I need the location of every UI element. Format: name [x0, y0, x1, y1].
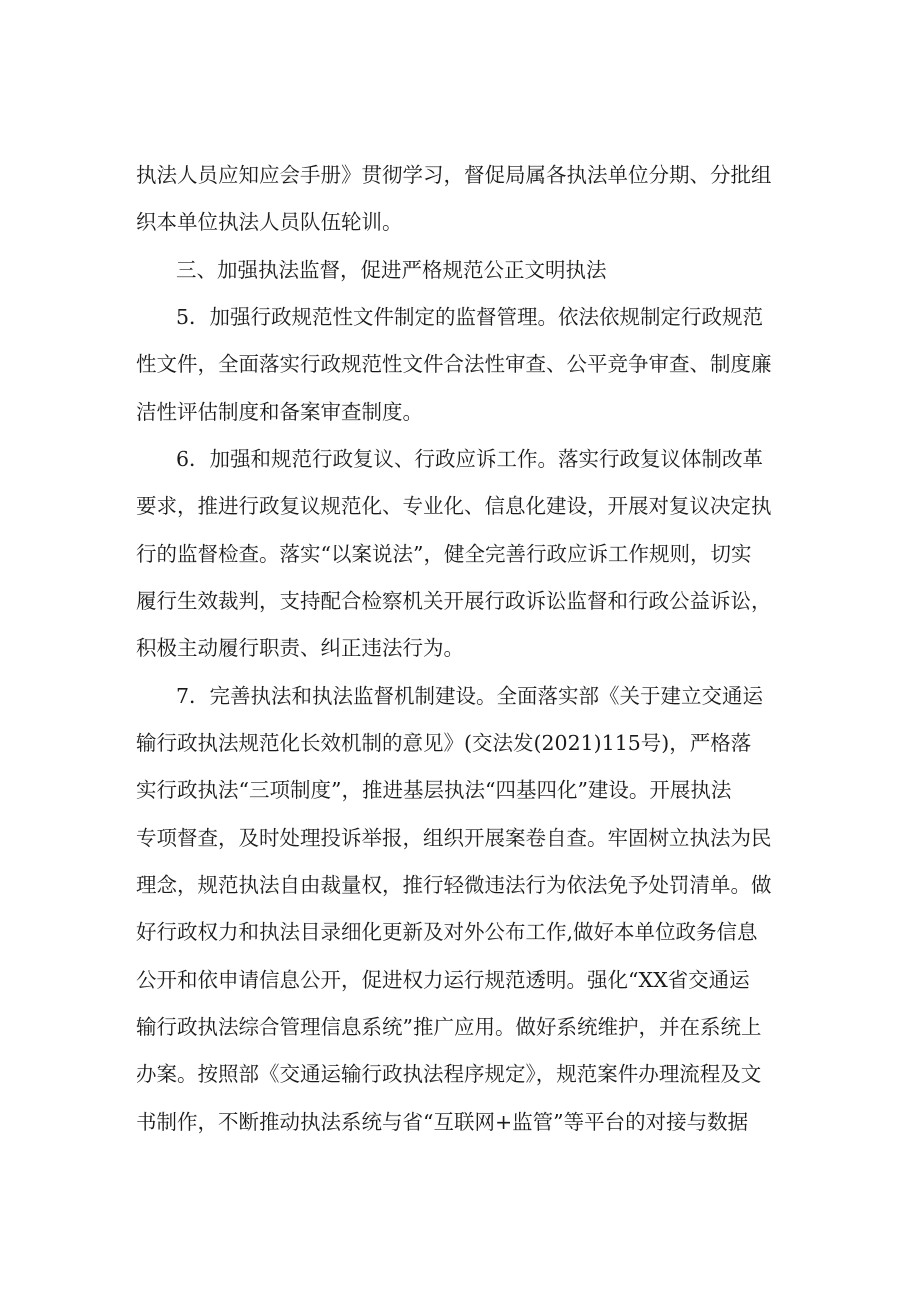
body-text-line: 专项督查，及时处理投诉举报，组织开展案卷自查。牢固树立执法为民 — [136, 826, 772, 850]
body-text-line: 要求，推进行政复议规范化、专业化、信息化建设，开展对复议决定执 — [136, 494, 772, 518]
body-text-line: 性文件，全面落实行政规范性文件合法性审查、公平竞争审查、制度廉 — [136, 352, 772, 376]
paragraph-7-start: 7．完善执法和执法监督机制建设。全面落实部《关于建立交通运 — [176, 684, 764, 708]
body-text-line: 公开和依申请信息公开，促进权力运行规范透明。强化“XX省交通运 — [136, 968, 750, 992]
body-text-line: 行的监督检查。落实“以案说法”，健全完善行政应诉工作规则，切实 — [136, 542, 752, 566]
section-heading: 三、加强执法监督，促进严格规范公正文明执法 — [176, 258, 607, 282]
body-text-line: 好行政权力和执法目录细化更新及对外公布工作,做好本单位政务信息 — [136, 920, 758, 944]
body-text-line: 理念，规范执法自由裁量权，推行轻微违法行为依法免予处罚清单。做 — [136, 873, 772, 897]
body-text-line: 实行政执法“三项制度”，推进基层执法“四基四化”建设。开展执法 — [136, 778, 732, 802]
body-text-line: 执法人员应知应会手册》贯彻学习，督促局属各执法单位分期、分批组 — [136, 163, 772, 187]
paragraph-6-start: 6．加强和规范行政复议、行政应诉工作。落实行政复议体制改革 — [176, 447, 764, 471]
body-text-line: 输行政执法规范化长效机制的意见》(交法发(2021)115号)，严格落 — [136, 731, 752, 755]
paragraph-5-start: 5．加强行政规范性文件制定的监督管理。依法依规制定行政规范 — [176, 305, 764, 329]
body-text-line: 洁性评估制度和备案审查制度。 — [136, 400, 423, 424]
body-text-line: 积极主动履行职责、纠正违法行为。 — [136, 636, 464, 660]
body-text-line: 输行政执法综合管理信息系统”推广应用。做好系统维护，并在系统上 — [136, 1015, 762, 1039]
body-text-line: 织本单位执法人员队伍轮训。 — [136, 210, 403, 234]
body-text-line: 书制作，不断推动执法系统与省“互联网+监管”等平台的对接与数据 — [136, 1110, 749, 1134]
body-text-line: 办案。按照部《交通运输行政执法程序规定》，规范案件办理流程及文 — [136, 1062, 762, 1086]
body-text-line: 履行生效裁判，支持配合检察机关开展行政诉讼监督和行政公益诉讼， — [136, 589, 772, 613]
